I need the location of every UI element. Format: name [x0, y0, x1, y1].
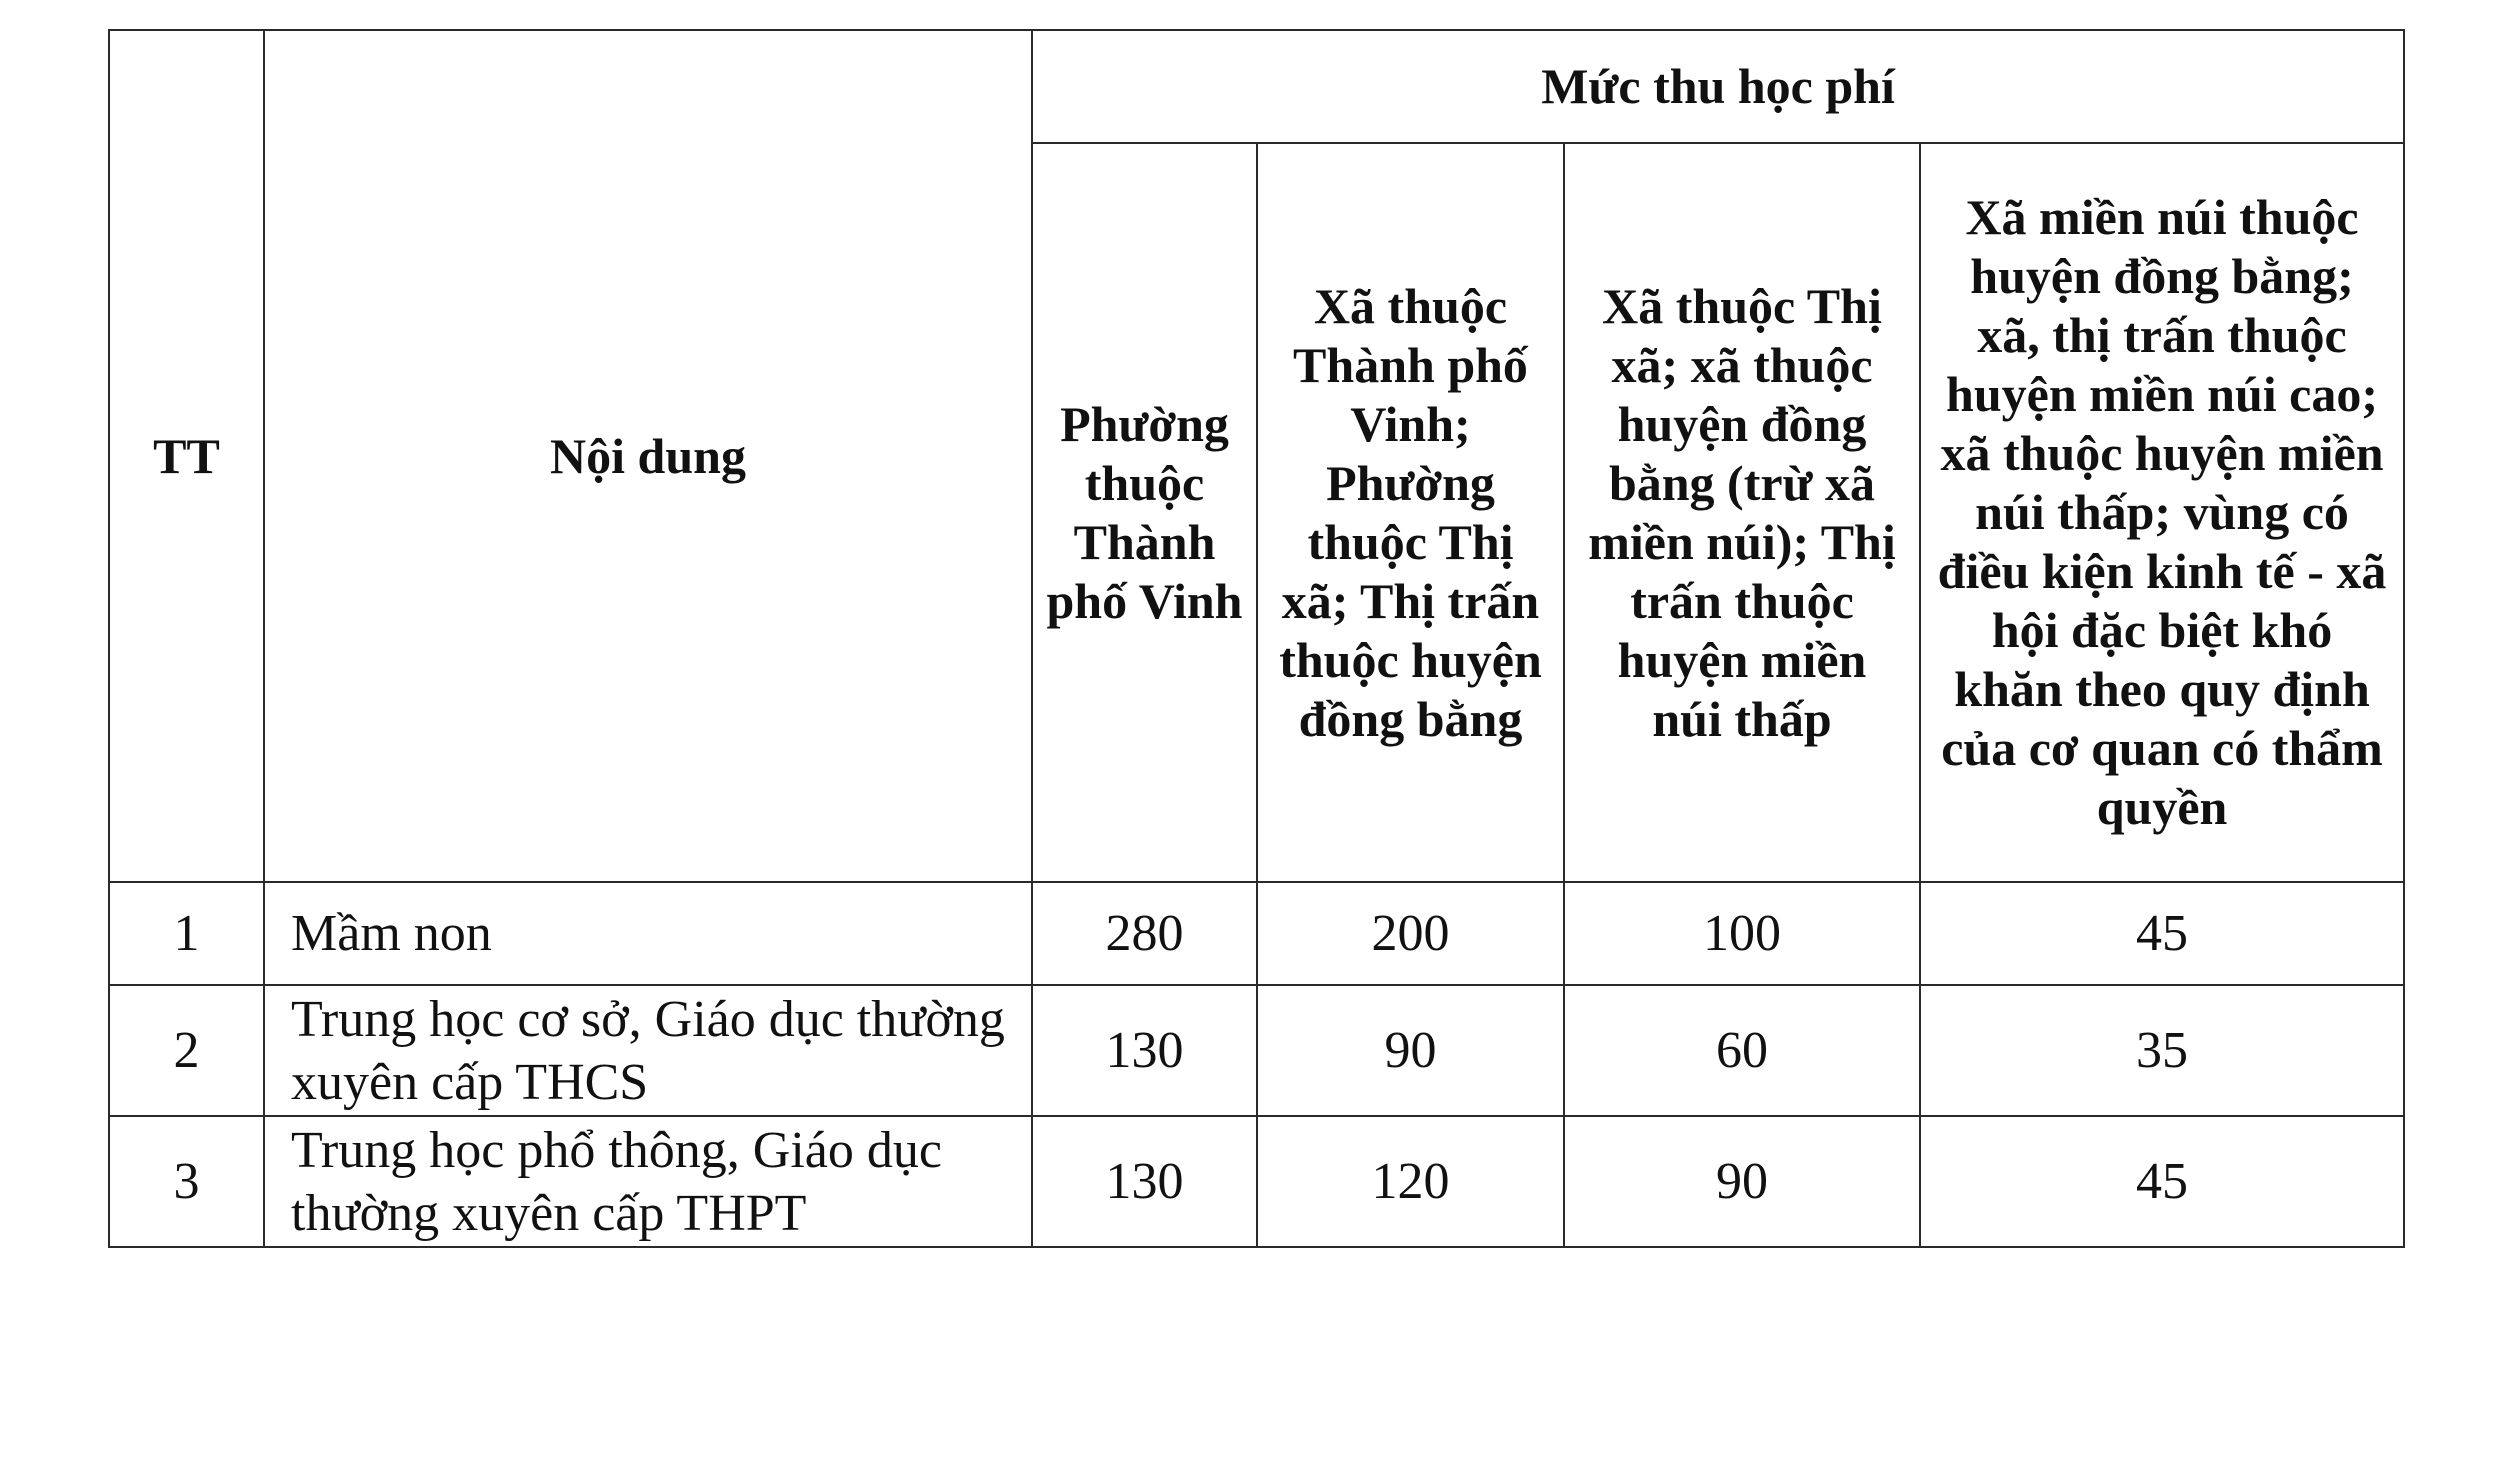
header-col-4-label: Xã miền núi thuộc huyện đồng bằng; xã, thị trấn thuộc huyện miền núi cao; xã thuộc huyện miền núi thấp; vùng có điều kiện kinh tế - xã hội đặc biệt khó khăn theo quy định của cơ quan có thẩm quyền [1937, 189, 2387, 835]
row-value-col-4: 35 [1920, 985, 2404, 1116]
header-row-top [109, 30, 2404, 143]
row-content: Mầm non [264, 882, 1032, 985]
header-col-2-label: Xã thuộc Thành phố Vinh; Phường thuộc Thị xã; Thị trấn thuộc huyện đồng bằng [1279, 277, 1542, 747]
row-content-text: Trung học cơ sở, Giáo dục thường xuyên cấp THCS [291, 990, 1005, 1111]
row-value-col-3: 60 [1564, 985, 1920, 1116]
row-value-col-3: 90 [1564, 1116, 1920, 1247]
row-value-col-4: 45 [1920, 882, 2404, 985]
table-row [109, 882, 2404, 985]
row-index: 2 [109, 985, 264, 1116]
row-value-col-2: 90 [1257, 985, 1564, 1116]
row-index: 3 [109, 1116, 264, 1247]
row-value-col-1: 130 [1032, 985, 1257, 1116]
row-content [264, 1116, 1032, 1247]
row-value-col-3: 100 [1564, 882, 1920, 985]
header-col-xa-thi-xa [1564, 143, 1920, 882]
row-index: 1 [109, 882, 264, 985]
header-col-xa-vinh [1257, 143, 1564, 882]
row-value-col-2: 200 [1257, 882, 1564, 985]
row-value-col-4: 45 [1920, 1116, 2404, 1247]
table-row [109, 1116, 2404, 1247]
row-value-col-1: 280 [1032, 882, 1257, 985]
header-group-muc-thu-hoc-phi: Mức thu học phí [1032, 30, 2404, 143]
row-value-col-1: 130 [1032, 1116, 1257, 1247]
header-col-xa-mien-nui [1920, 143, 2404, 882]
header-tt: TT [109, 30, 264, 882]
header-noi-dung: Nội dung [264, 30, 1032, 882]
header-col-1-label: Phường thuộc Thành phố Vinh [1046, 395, 1243, 629]
header-col-3-label: Xã thuộc Thị xã; xã thuộc huyện đồng bằng (trừ xã miền núi); Thị trấn thuộc huyện miền núi thấp [1588, 277, 1896, 747]
tuition-fee-table [108, 29, 2405, 1248]
table-row [109, 985, 2404, 1116]
row-content-text: Trung học phổ thông, Giáo dục thường xuyên cấp THPT [291, 1121, 942, 1242]
row-content [264, 985, 1032, 1116]
header-col-phuong-vinh [1032, 143, 1257, 882]
row-value-col-2: 120 [1257, 1116, 1564, 1247]
